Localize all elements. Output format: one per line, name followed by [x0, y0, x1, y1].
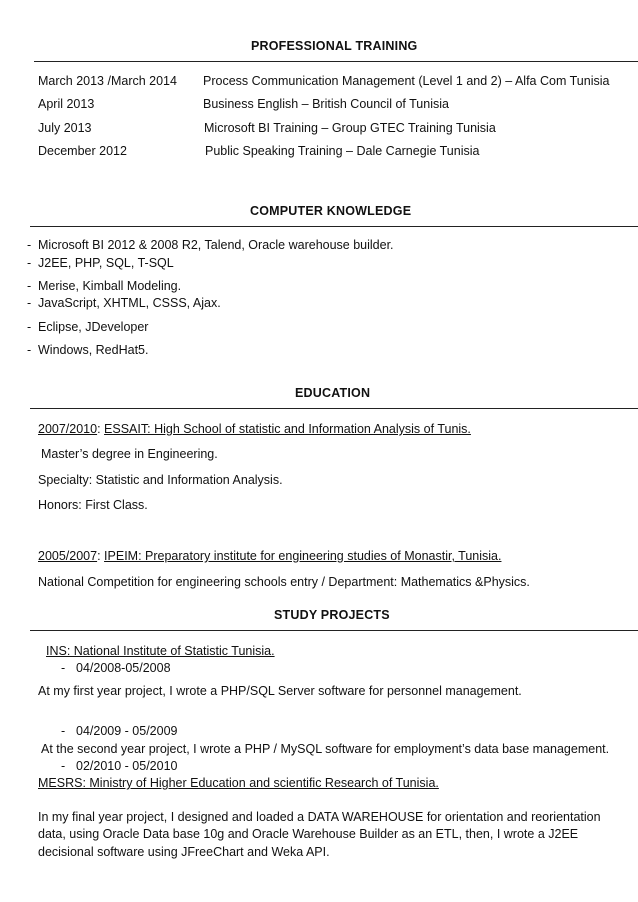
- project-description-line: In my final year project, I designed and loaded a DATA WAREHOUSE for orientation and reorientation: [38, 810, 601, 824]
- divider-computer: [30, 226, 638, 227]
- training-date: April 2013: [38, 97, 95, 111]
- bullet-dash: -: [27, 256, 32, 270]
- education-specialty: Specialty: Statistic and Information Analysis.: [38, 473, 283, 487]
- education-entry-2-title: [38, 549, 501, 563]
- project-date: 04/2009 - 05/2009: [76, 724, 178, 738]
- section-heading-education: EDUCATION: [295, 386, 371, 400]
- section-heading-computer: COMPUTER KNOWLEDGE: [250, 204, 412, 218]
- project-description: At the second year project, I wrote a PHP / MySQL software for employment’s data base management.: [41, 742, 610, 756]
- project-institution-mesrs: MESRS: Ministry of Higher Education and scientific Research of Tunisia.: [38, 776, 439, 790]
- education-detail: National Competition for engineering schools entry / Department: Mathematics &Physics.: [38, 575, 530, 589]
- bullet-dash: -: [61, 661, 66, 675]
- education-school: ESSAIT: High School of statistic and Information Analysis of Tunis.: [104, 422, 471, 436]
- skill-item: Eclipse, JDeveloper: [38, 320, 149, 334]
- project-date: 02/2010 - 05/2010: [76, 759, 178, 773]
- bullet-dash: -: [27, 320, 32, 334]
- divider-training: [34, 61, 638, 62]
- education-honors: Honors: First Class.: [38, 498, 148, 512]
- training-date: July 2013: [38, 121, 92, 135]
- project-description-line: decisional software using JFreeChart and Weka API.: [38, 845, 330, 859]
- section-heading-projects: STUDY PROJECTS: [274, 608, 390, 622]
- bullet-dash: -: [27, 343, 32, 357]
- bullet-dash: -: [27, 279, 32, 293]
- bullet-dash: -: [27, 238, 32, 252]
- education-years: 2007/2010: [38, 422, 98, 436]
- divider-projects: [30, 630, 638, 631]
- bullet-dash: -: [61, 724, 66, 738]
- education-separator: :: [97, 549, 105, 563]
- divider-education: [30, 408, 638, 409]
- training-date: December 2012: [38, 144, 127, 158]
- education-degree: Master’s degree in Engineering.: [41, 447, 218, 461]
- education-entry-1-title: [38, 422, 471, 436]
- education-school: IPEIM: Preparatory institute for engineering studies of Monastir, Tunisia.: [104, 549, 502, 563]
- skill-item: JavaScript, XHTML, CSSS, Ajax.: [38, 296, 221, 310]
- bullet-dash: -: [27, 296, 32, 310]
- project-description: At my first year project, I wrote a PHP/SQL Server software for personnel management.: [38, 684, 522, 698]
- training-desc: Business English – British Council of Tunisia: [203, 97, 449, 111]
- skill-item: Merise, Kimball Modeling.: [38, 279, 182, 293]
- training-desc: Public Speaking Training – Dale Carnegie Tunisia: [205, 144, 480, 158]
- project-institution-ins: INS: National Institute of Statistic Tunisia.: [46, 644, 275, 658]
- section-heading-training: PROFESSIONAL TRAINING: [251, 39, 418, 53]
- training-desc: Microsoft BI Training – Group GTEC Training Tunisia: [204, 121, 496, 135]
- project-description-line: data, using Oracle Data base 10g and Oracle Warehouse Builder as an ETL, then, I wrote a J2EE: [38, 827, 579, 841]
- skill-item: Microsoft BI 2012 & 2008 R2, Talend, Oracle warehouse builder.: [38, 238, 394, 252]
- skill-item: Windows, RedHat5.: [38, 343, 149, 357]
- training-date: March 2013 /March 2014: [38, 74, 177, 88]
- education-years: 2005/2007: [38, 549, 98, 563]
- education-separator: :: [97, 422, 105, 436]
- bullet-dash: -: [61, 759, 66, 773]
- training-desc: Process Communication Management (Level 1 and 2) – Alfa Com Tunisia: [203, 74, 610, 88]
- skill-item: J2EE, PHP, SQL, T-SQL: [38, 256, 174, 270]
- project-date: 04/2008-05/2008: [76, 661, 171, 675]
